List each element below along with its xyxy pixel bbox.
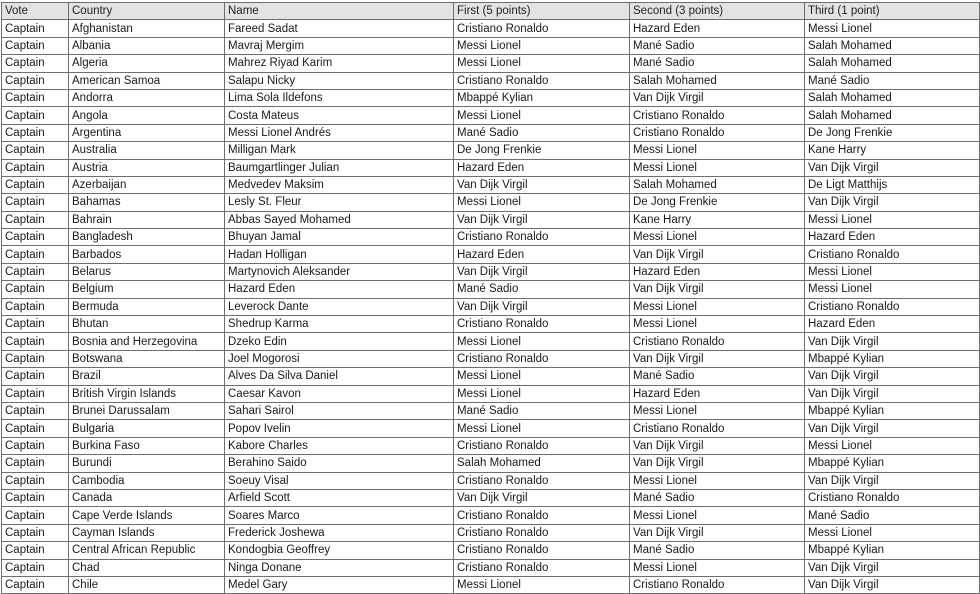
table-row <box>2 298 980 315</box>
cell-name: Soares Marco <box>225 507 454 524</box>
cell-country: Azerbaijan <box>69 176 225 193</box>
cell-first: Messi Lionel <box>454 333 630 350</box>
table-row <box>2 316 980 333</box>
cell-country: Bermuda <box>69 298 225 315</box>
cell-first: Van Dijk Virgil <box>454 176 630 193</box>
cell-second: Cristiano Ronaldo <box>630 420 805 437</box>
cell-second: Messi Lionel <box>630 402 805 419</box>
cell-country: American Samoa <box>69 72 225 89</box>
cell-vote: Captain <box>2 211 69 228</box>
cell-country: Central African Republic <box>69 542 225 559</box>
table-row <box>2 124 980 141</box>
cell-first: Mbappé Kylian <box>454 89 630 106</box>
cell-country: Burundi <box>69 455 225 472</box>
cell-vote: Captain <box>2 142 69 159</box>
header-first: First (5 points) <box>454 3 630 20</box>
cell-first: Cristiano Ronaldo <box>454 229 630 246</box>
cell-name: Alves Da Silva Daniel <box>225 368 454 385</box>
header-country: Country <box>69 3 225 20</box>
cell-third: Van Dijk Virgil <box>805 385 980 402</box>
cell-first: Messi Lionel <box>454 368 630 385</box>
cell-name: Kabore Charles <box>225 437 454 454</box>
cell-third: Mbappé Kylian <box>805 402 980 419</box>
cell-first: Messi Lionel <box>454 385 630 402</box>
cell-name: Baumgartlinger Julian <box>225 159 454 176</box>
header-name: Name <box>225 3 454 20</box>
cell-third: Van Dijk Virgil <box>805 368 980 385</box>
cell-country: Chile <box>69 576 225 593</box>
cell-vote: Captain <box>2 350 69 367</box>
cell-vote: Captain <box>2 420 69 437</box>
cell-name: Medel Gary <box>225 576 454 593</box>
cell-third: Salah Mohamed <box>805 55 980 72</box>
cell-third: Messi Lionel <box>805 437 980 454</box>
cell-second: Mané Sadio <box>630 489 805 506</box>
cell-country: Bhutan <box>69 316 225 333</box>
cell-name: Sahari Sairol <box>225 402 454 419</box>
cell-second: Van Dijk Virgil <box>630 437 805 454</box>
cell-second: De Jong Frenkie <box>630 194 805 211</box>
cell-first: Messi Lionel <box>454 107 630 124</box>
cell-second: Hazard Eden <box>630 20 805 37</box>
table-row <box>2 229 980 246</box>
cell-second: Messi Lionel <box>630 159 805 176</box>
header-row <box>2 3 980 20</box>
cell-country: British Virgin Islands <box>69 385 225 402</box>
cell-vote: Captain <box>2 298 69 315</box>
cell-vote: Captain <box>2 281 69 298</box>
cell-third: Van Dijk Virgil <box>805 472 980 489</box>
cell-third: De Jong Frenkie <box>805 124 980 141</box>
cell-name: Popov Ivelin <box>225 420 454 437</box>
cell-vote: Captain <box>2 385 69 402</box>
cell-country: Cambodia <box>69 472 225 489</box>
cell-first: Mané Sadio <box>454 281 630 298</box>
table-body <box>2 20 980 594</box>
cell-first: Cristiano Ronaldo <box>454 316 630 333</box>
cell-country: Bangladesh <box>69 229 225 246</box>
cell-name: Lima Sola Ildefons <box>225 89 454 106</box>
cell-name: Frederick Joshewa <box>225 524 454 541</box>
table-row <box>2 524 980 541</box>
cell-name: Medvedev Maksim <box>225 176 454 193</box>
cell-name: Bhuyan Jamal <box>225 229 454 246</box>
header-third: Third (1 point) <box>805 3 980 20</box>
cell-second: Van Dijk Virgil <box>630 455 805 472</box>
table-row <box>2 142 980 159</box>
cell-vote: Captain <box>2 176 69 193</box>
table-row <box>2 89 980 106</box>
cell-country: Chad <box>69 559 225 576</box>
cell-third: Cristiano Ronaldo <box>805 246 980 263</box>
cell-vote: Captain <box>2 489 69 506</box>
cell-country: Angola <box>69 107 225 124</box>
cell-country: Botswana <box>69 350 225 367</box>
cell-third: Mbappé Kylian <box>805 350 980 367</box>
cell-third: De Ligt Matthijs <box>805 176 980 193</box>
cell-third: Van Dijk Virgil <box>805 194 980 211</box>
cell-third: Cristiano Ronaldo <box>805 489 980 506</box>
cell-name: Messi Lionel Andrés <box>225 124 454 141</box>
cell-second: Mané Sadio <box>630 55 805 72</box>
cell-country: Albania <box>69 37 225 54</box>
header-second: Second (3 points) <box>630 3 805 20</box>
cell-name: Martynovich Aleksander <box>225 263 454 280</box>
cell-second: Cristiano Ronaldo <box>630 124 805 141</box>
table-row <box>2 333 980 350</box>
cell-third: Messi Lionel <box>805 524 980 541</box>
cell-first: Van Dijk Virgil <box>454 211 630 228</box>
table-row <box>2 194 980 211</box>
cell-country: Burkina Faso <box>69 437 225 454</box>
cell-second: Salah Mohamed <box>630 72 805 89</box>
table-row <box>2 159 980 176</box>
cell-country: Barbados <box>69 246 225 263</box>
cell-vote: Captain <box>2 576 69 593</box>
cell-name: Milligan Mark <box>225 142 454 159</box>
cell-second: Cristiano Ronaldo <box>630 333 805 350</box>
cell-third: Van Dijk Virgil <box>805 333 980 350</box>
cell-first: Mané Sadio <box>454 124 630 141</box>
table-row <box>2 37 980 54</box>
cell-name: Hazard Eden <box>225 281 454 298</box>
cell-name: Costa Mateus <box>225 107 454 124</box>
cell-first: Cristiano Ronaldo <box>454 350 630 367</box>
cell-vote: Captain <box>2 107 69 124</box>
cell-first: Van Dijk Virgil <box>454 263 630 280</box>
cell-first: Cristiano Ronaldo <box>454 559 630 576</box>
cell-second: Messi Lionel <box>630 229 805 246</box>
votes-table <box>1 2 980 594</box>
cell-country: Austria <box>69 159 225 176</box>
cell-name: Hadan Holligan <box>225 246 454 263</box>
cell-country: Canada <box>69 489 225 506</box>
cell-country: Australia <box>69 142 225 159</box>
cell-country: Cape Verde Islands <box>69 507 225 524</box>
cell-third: Salah Mohamed <box>805 37 980 54</box>
cell-second: Van Dijk Virgil <box>630 524 805 541</box>
cell-first: Messi Lionel <box>454 420 630 437</box>
cell-name: Soeuy Visal <box>225 472 454 489</box>
cell-vote: Captain <box>2 455 69 472</box>
cell-third: Messi Lionel <box>805 211 980 228</box>
cell-vote: Captain <box>2 246 69 263</box>
cell-second: Hazard Eden <box>630 263 805 280</box>
cell-first: Cristiano Ronaldo <box>454 542 630 559</box>
cell-second: Messi Lionel <box>630 559 805 576</box>
cell-name: Salapu Nicky <box>225 72 454 89</box>
cell-vote: Captain <box>2 194 69 211</box>
cell-second: Messi Lionel <box>630 142 805 159</box>
cell-second: Hazard Eden <box>630 385 805 402</box>
cell-name: Mahrez Riyad Karim <box>225 55 454 72</box>
cell-name: Fareed Sadat <box>225 20 454 37</box>
cell-vote: Captain <box>2 316 69 333</box>
cell-third: Kane Harry <box>805 142 980 159</box>
cell-country: Bahamas <box>69 194 225 211</box>
table-row <box>2 542 980 559</box>
cell-vote: Captain <box>2 333 69 350</box>
table-row <box>2 176 980 193</box>
table-row <box>2 489 980 506</box>
cell-vote: Captain <box>2 229 69 246</box>
cell-second: Messi Lionel <box>630 298 805 315</box>
cell-first: Cristiano Ronaldo <box>454 437 630 454</box>
cell-name: Arfield Scott <box>225 489 454 506</box>
cell-third: Van Dijk Virgil <box>805 420 980 437</box>
cell-vote: Captain <box>2 559 69 576</box>
cell-country: Afghanistan <box>69 20 225 37</box>
cell-second: Messi Lionel <box>630 472 805 489</box>
cell-first: Cristiano Ronaldo <box>454 524 630 541</box>
cell-name: Abbas Sayed Mohamed <box>225 211 454 228</box>
cell-second: Van Dijk Virgil <box>630 89 805 106</box>
table-row <box>2 402 980 419</box>
cell-third: Messi Lionel <box>805 20 980 37</box>
cell-vote: Captain <box>2 437 69 454</box>
cell-first: Hazard Eden <box>454 159 630 176</box>
table-row <box>2 20 980 37</box>
cell-first: Van Dijk Virgil <box>454 298 630 315</box>
table-row <box>2 350 980 367</box>
table-row <box>2 263 980 280</box>
cell-vote: Captain <box>2 263 69 280</box>
cell-third: Cristiano Ronaldo <box>805 298 980 315</box>
cell-second: Mané Sadio <box>630 368 805 385</box>
table-row <box>2 368 980 385</box>
table-row <box>2 472 980 489</box>
cell-first: Van Dijk Virgil <box>454 489 630 506</box>
cell-country: Algeria <box>69 55 225 72</box>
cell-vote: Captain <box>2 124 69 141</box>
cell-first: Messi Lionel <box>454 576 630 593</box>
cell-country: Brazil <box>69 368 225 385</box>
cell-vote: Captain <box>2 542 69 559</box>
cell-first: De Jong Frenkie <box>454 142 630 159</box>
cell-second: Cristiano Ronaldo <box>630 107 805 124</box>
cell-first: Cristiano Ronaldo <box>454 507 630 524</box>
cell-country: Argentina <box>69 124 225 141</box>
cell-third: Van Dijk Virgil <box>805 559 980 576</box>
cell-third: Salah Mohamed <box>805 89 980 106</box>
table-row <box>2 507 980 524</box>
cell-country: Bahrain <box>69 211 225 228</box>
cell-country: Belgium <box>69 281 225 298</box>
table-row <box>2 437 980 454</box>
cell-name: Berahino Saido <box>225 455 454 472</box>
cell-first: Cristiano Ronaldo <box>454 72 630 89</box>
cell-second: Van Dijk Virgil <box>630 246 805 263</box>
cell-vote: Captain <box>2 37 69 54</box>
cell-third: Messi Lionel <box>805 281 980 298</box>
cell-name: Kondogbia Geoffrey <box>225 542 454 559</box>
table-row <box>2 55 980 72</box>
cell-name: Joel Mogorosi <box>225 350 454 367</box>
cell-vote: Captain <box>2 55 69 72</box>
cell-third: Van Dijk Virgil <box>805 159 980 176</box>
cell-third: Hazard Eden <box>805 316 980 333</box>
cell-first: Cristiano Ronaldo <box>454 472 630 489</box>
table-row <box>2 576 980 593</box>
cell-first: Salah Mohamed <box>454 455 630 472</box>
cell-second: Messi Lionel <box>630 507 805 524</box>
cell-vote: Captain <box>2 89 69 106</box>
cell-third: Mané Sadio <box>805 507 980 524</box>
cell-country: Brunei Darussalam <box>69 402 225 419</box>
cell-third: Mbappé Kylian <box>805 542 980 559</box>
cell-country: Cayman Islands <box>69 524 225 541</box>
cell-name: Lesly St. Fleur <box>225 194 454 211</box>
cell-name: Shedrup Karma <box>225 316 454 333</box>
cell-vote: Captain <box>2 507 69 524</box>
cell-vote: Captain <box>2 524 69 541</box>
cell-second: Van Dijk Virgil <box>630 281 805 298</box>
cell-country: Andorra <box>69 89 225 106</box>
cell-third: Salah Mohamed <box>805 107 980 124</box>
cell-country: Bulgaria <box>69 420 225 437</box>
cell-first: Messi Lionel <box>454 37 630 54</box>
table-row <box>2 281 980 298</box>
cell-first: Cristiano Ronaldo <box>454 20 630 37</box>
header-vote: Vote <box>2 3 69 20</box>
cell-country: Belarus <box>69 263 225 280</box>
cell-first: Hazard Eden <box>454 246 630 263</box>
cell-name: Dzeko Edin <box>225 333 454 350</box>
cell-name: Mavraj Mergim <box>225 37 454 54</box>
cell-second: Salah Mohamed <box>630 176 805 193</box>
cell-third: Mbappé Kylian <box>805 455 980 472</box>
cell-vote: Captain <box>2 402 69 419</box>
table-row <box>2 559 980 576</box>
cell-first: Messi Lionel <box>454 55 630 72</box>
cell-vote: Captain <box>2 159 69 176</box>
cell-vote: Captain <box>2 472 69 489</box>
cell-second: Messi Lionel <box>630 316 805 333</box>
cell-name: Leverock Dante <box>225 298 454 315</box>
cell-name: Ninga Donane <box>225 559 454 576</box>
cell-third: Hazard Eden <box>805 229 980 246</box>
table-row <box>2 246 980 263</box>
cell-second: Cristiano Ronaldo <box>630 576 805 593</box>
table-row <box>2 455 980 472</box>
cell-second: Kane Harry <box>630 211 805 228</box>
table-row <box>2 420 980 437</box>
cell-first: Mané Sadio <box>454 402 630 419</box>
table-row <box>2 107 980 124</box>
cell-vote: Captain <box>2 368 69 385</box>
cell-third: Mané Sadio <box>805 72 980 89</box>
cell-third: Messi Lionel <box>805 263 980 280</box>
cell-vote: Captain <box>2 20 69 37</box>
cell-country: Bosnia and Herzegovina <box>69 333 225 350</box>
table-row <box>2 211 980 228</box>
cell-third: Van Dijk Virgil <box>805 576 980 593</box>
cell-second: Mané Sadio <box>630 37 805 54</box>
cell-second: Mané Sadio <box>630 542 805 559</box>
cell-second: Van Dijk Virgil <box>630 350 805 367</box>
table-row <box>2 72 980 89</box>
table-row <box>2 385 980 402</box>
cell-name: Caesar Kavon <box>225 385 454 402</box>
cell-first: Messi Lionel <box>454 194 630 211</box>
cell-vote: Captain <box>2 72 69 89</box>
